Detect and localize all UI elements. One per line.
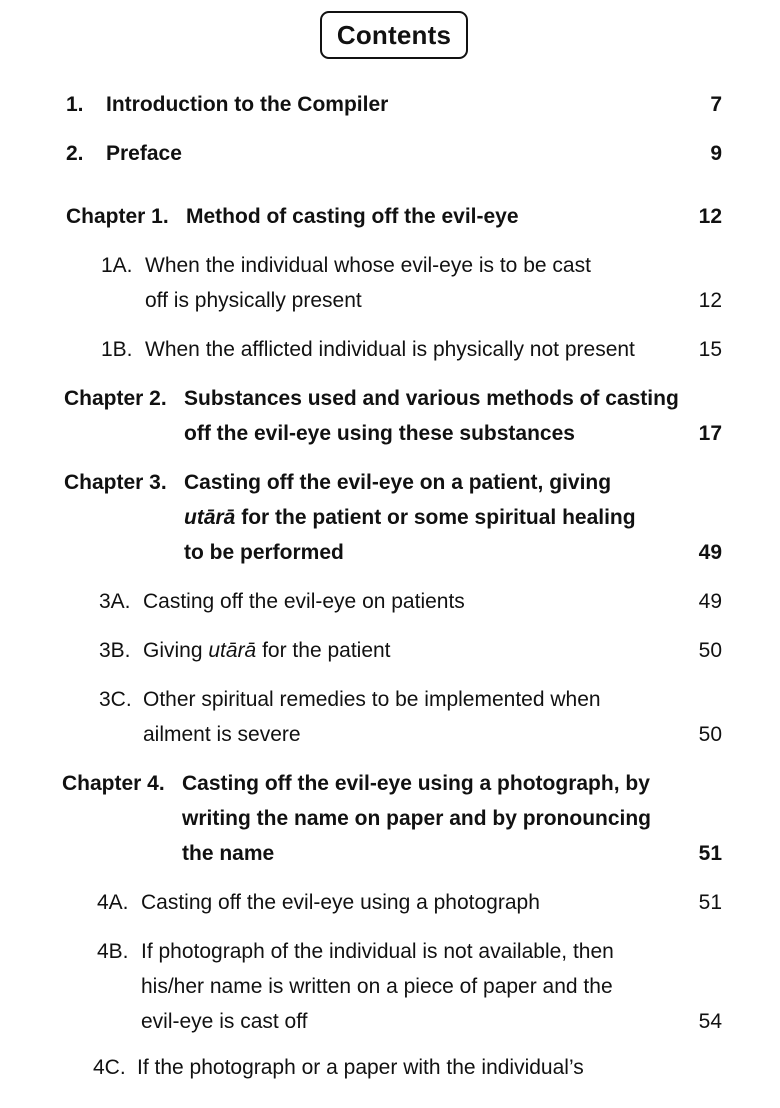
entry-title-line-2: writing the name on paper and by pronouncing	[182, 807, 652, 830]
toc-entry-chapter-2[interactable]	[64, 386, 679, 412]
entry-label: Chapter 2.	[64, 387, 167, 410]
entry-title: Casting off the evil-eye on patients	[143, 590, 465, 613]
entry-title: Introduction to the Compiler	[106, 93, 389, 116]
entry-title-line-1: Substances used and various methods of casting	[184, 387, 679, 410]
entry-label: 1A.	[101, 254, 133, 277]
entry-title: When the afflicted individual is physically not present	[145, 338, 635, 361]
toc-entry-4a[interactable]	[97, 890, 540, 916]
entry-title-line-2: his/her name is written on a piece of paper and the	[141, 975, 613, 998]
entry-label: Chapter 3.	[64, 471, 167, 494]
entry-title-line-3: to be performed	[184, 541, 344, 564]
contents-title: Contents	[320, 11, 468, 59]
toc-entry-chapter-4[interactable]	[62, 771, 650, 797]
page-number: 12	[698, 289, 722, 312]
page-number: 51	[698, 842, 722, 865]
page-number: 17	[698, 422, 722, 445]
entry-title-line-2: off is physically present	[145, 289, 362, 312]
entry-label: 1B.	[101, 338, 133, 361]
entry-label: 4C.	[93, 1056, 126, 1079]
toc-entry-3a[interactable]	[99, 589, 465, 615]
toc-entry-chapter-3[interactable]	[64, 470, 611, 496]
entry-label: 3A.	[99, 590, 131, 613]
page-number: 12	[698, 205, 722, 228]
entry-title-part: Giving	[143, 639, 203, 662]
entry-title-line-2: off the evil-eye using these substances	[184, 422, 575, 445]
toc-entry-3b[interactable]	[99, 638, 391, 664]
toc-entry-4c[interactable]	[93, 1055, 584, 1081]
entry-label: 1.	[66, 93, 84, 116]
entry-title: Preface	[106, 142, 182, 165]
entry-label: Chapter 1.	[66, 205, 169, 228]
italic-term: utārā	[184, 506, 236, 529]
page-number: 9	[710, 142, 722, 165]
page-number: 54	[698, 1010, 722, 1033]
page-number: 49	[698, 541, 722, 564]
entry-label: 3B.	[99, 639, 131, 662]
entry-label: 3C.	[99, 688, 132, 711]
entry-title: Casting off the evil-eye using a photograph	[141, 891, 540, 914]
toc-entry-1b[interactable]	[101, 337, 635, 363]
entry-label: 4B.	[97, 940, 129, 963]
entry-label: Chapter 4.	[62, 772, 165, 795]
toc-entry-4b[interactable]	[97, 939, 614, 965]
italic-term: utārā	[208, 639, 257, 662]
toc-entry-preface[interactable]	[66, 141, 182, 167]
toc-entry-1a[interactable]	[101, 253, 591, 279]
entry-title-line-1: When the individual whose evil-eye is to be cast	[145, 254, 591, 277]
entry-label: 4A.	[97, 891, 129, 914]
page-number: 50	[698, 639, 722, 662]
toc-entry-introduction[interactable]	[66, 92, 388, 118]
entry-title-line-3: the name	[182, 842, 275, 865]
page-number: 50	[698, 723, 722, 746]
entry-title-line-1: If photograph of the individual is not available, then	[141, 940, 614, 963]
entry-label: 2.	[66, 142, 84, 165]
entry-title-line-1: Casting off the evil-eye on a patient, giving	[184, 471, 612, 494]
entry-title-line-2: utārā for the patient or some spiritual healing	[184, 506, 636, 529]
page-number: 49	[698, 590, 722, 613]
entry-title: If the photograph or a paper with the individual’s	[137, 1056, 584, 1079]
page-number: 7	[710, 93, 722, 116]
page-number: 15	[698, 338, 722, 361]
entry-title-line-1: Other spiritual remedies to be implemented when	[143, 688, 601, 711]
entry-title-line-3: evil-eye is cast off	[141, 1010, 308, 1033]
toc-entry-3c[interactable]	[99, 687, 601, 713]
entry-title-part: for the patient	[262, 639, 391, 662]
toc-entry-chapter-1[interactable]	[66, 204, 519, 230]
entry-title-line-2: ailment is severe	[143, 723, 301, 746]
entry-title-line-1: Casting off the evil-eye using a photograph, by	[182, 772, 650, 795]
entry-title: Method of casting off the evil-eye	[186, 205, 519, 228]
page-number: 51	[698, 891, 722, 914]
